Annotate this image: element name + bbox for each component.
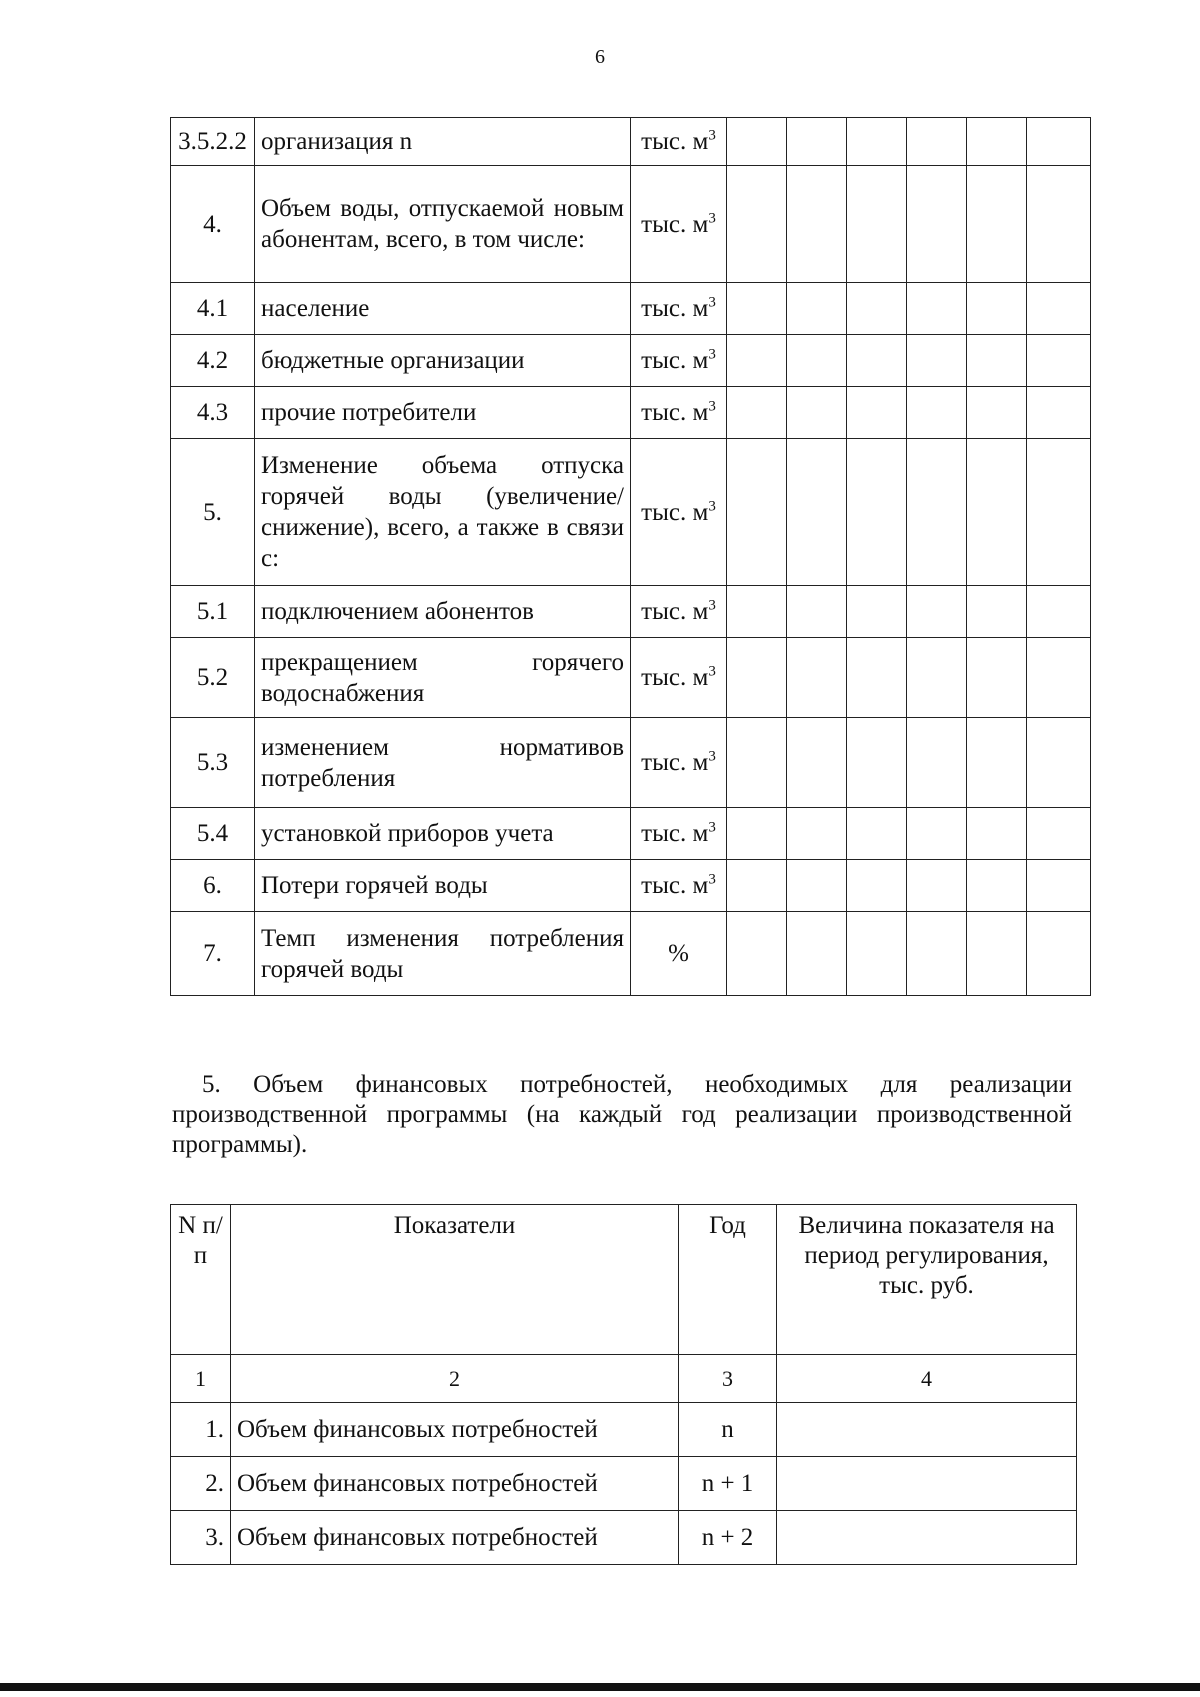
unit-exponent: 3 <box>708 871 716 888</box>
empty-value-cell <box>1027 912 1091 996</box>
unit-label: тыс. м <box>641 399 709 426</box>
empty-value-cell <box>847 860 907 912</box>
empty-value-cell <box>847 586 907 638</box>
row-year: n <box>679 1403 777 1457</box>
row-name: подключением абонентов <box>255 586 631 638</box>
index-cell: 1 <box>171 1355 231 1403</box>
empty-value-cell <box>727 283 787 335</box>
empty-value-cell <box>907 283 967 335</box>
table-row <box>171 1403 1077 1457</box>
empty-value-cell <box>787 439 847 586</box>
empty-value-cell <box>787 586 847 638</box>
row-unit <box>631 118 727 166</box>
empty-value-cell <box>847 912 907 996</box>
empty-value-cell <box>967 718 1027 808</box>
empty-value-cell <box>907 335 967 387</box>
row-unit <box>631 860 727 912</box>
empty-value-cell <box>847 283 907 335</box>
empty-value-cell <box>907 166 967 283</box>
unit-label: тыс. м <box>641 872 709 899</box>
empty-value-cell <box>907 860 967 912</box>
row-num: 2. <box>171 1457 231 1511</box>
empty-value-cell <box>967 638 1027 718</box>
unit-exponent: 3 <box>708 346 716 363</box>
empty-value-cell <box>787 808 847 860</box>
empty-value-cell <box>1027 808 1091 860</box>
row-num: 4. <box>171 166 255 283</box>
unit-exponent: 3 <box>708 748 716 765</box>
unit-label: тыс. м <box>641 295 709 322</box>
empty-value-cell <box>967 860 1027 912</box>
index-cell: 4 <box>777 1355 1077 1403</box>
table-row <box>171 638 1091 718</box>
empty-value-cell <box>1027 586 1091 638</box>
empty-value-cell <box>847 718 907 808</box>
empty-value-cell <box>967 283 1027 335</box>
empty-value-cell <box>727 638 787 718</box>
empty-value-cell <box>1027 439 1091 586</box>
row-name: население <box>255 283 631 335</box>
row-name: организация n <box>255 118 631 166</box>
row-num: 4.1 <box>171 283 255 335</box>
empty-value-cell <box>967 808 1027 860</box>
row-name: установкой приборов учета <box>255 808 631 860</box>
table-row <box>171 718 1091 808</box>
row-year: n + 2 <box>679 1511 777 1565</box>
empty-value-cell <box>727 718 787 808</box>
empty-value-cell <box>967 439 1027 586</box>
empty-value-cell <box>907 718 967 808</box>
unit-exponent: 3 <box>708 294 716 311</box>
empty-value-cell <box>967 118 1027 166</box>
table-row <box>171 860 1091 912</box>
row-num: 4.2 <box>171 335 255 387</box>
unit-exponent: 3 <box>708 663 716 680</box>
empty-value-cell <box>907 118 967 166</box>
table-row <box>171 586 1091 638</box>
empty-value-cell <box>787 387 847 439</box>
empty-value-cell <box>967 387 1027 439</box>
empty-value-cell <box>727 439 787 586</box>
row-value <box>777 1457 1077 1511</box>
table-row <box>171 912 1091 996</box>
row-value <box>777 1403 1077 1457</box>
row-unit <box>631 387 727 439</box>
row-num: 6. <box>171 860 255 912</box>
empty-value-cell <box>787 166 847 283</box>
row-num: 5. <box>171 439 255 586</box>
empty-value-cell <box>787 860 847 912</box>
empty-value-cell <box>907 586 967 638</box>
empty-value-cell <box>907 638 967 718</box>
empty-value-cell <box>847 166 907 283</box>
empty-value-cell <box>847 118 907 166</box>
row-unit <box>631 283 727 335</box>
empty-value-cell <box>787 638 847 718</box>
empty-value-cell <box>847 439 907 586</box>
bottom-rule <box>0 1683 1200 1691</box>
empty-value-cell <box>907 808 967 860</box>
unit-exponent: 3 <box>708 398 716 415</box>
empty-value-cell <box>847 638 907 718</box>
unit-label: тыс. м <box>641 820 709 847</box>
unit-label: тыс. м <box>641 664 709 691</box>
unit-exponent: 3 <box>708 597 716 614</box>
empty-value-cell <box>1027 718 1091 808</box>
unit-exponent: 3 <box>708 127 716 144</box>
financial-needs-table <box>170 1204 1077 1565</box>
table-row <box>171 387 1091 439</box>
empty-value-cell <box>727 118 787 166</box>
row-unit <box>631 718 727 808</box>
empty-value-cell <box>1027 387 1091 439</box>
empty-value-cell <box>967 586 1027 638</box>
unit-label: % <box>668 940 689 967</box>
table-row <box>171 335 1091 387</box>
empty-value-cell <box>727 586 787 638</box>
empty-value-cell <box>967 912 1027 996</box>
empty-value-cell <box>787 718 847 808</box>
row-name: Объем финансовых потребностей <box>231 1403 679 1457</box>
page-number: 6 <box>595 46 605 68</box>
row-name: прекращением горячего водоснабжения <box>255 638 631 718</box>
table-row <box>171 808 1091 860</box>
empty-value-cell <box>967 166 1027 283</box>
row-year: n + 1 <box>679 1457 777 1511</box>
section-5-paragraph: 5. Объем финансовых потребностей, необходимых для реализации производственной программы (на каждый год реализации производственной программы). <box>172 1071 1072 1158</box>
table-row <box>171 166 1091 283</box>
row-unit <box>631 912 727 996</box>
unit-exponent: 3 <box>708 819 716 836</box>
empty-value-cell <box>787 912 847 996</box>
row-name: Объем воды, отпускаемой новым абонентам, всего, в том числе: <box>255 166 631 283</box>
empty-value-cell <box>727 808 787 860</box>
unit-label: тыс. м <box>641 210 709 238</box>
empty-value-cell <box>1027 283 1091 335</box>
row-num: 1. <box>171 1403 231 1457</box>
row-unit <box>631 439 727 586</box>
row-num: 5.1 <box>171 586 255 638</box>
row-name: Темп изменения потребления горячей воды <box>255 912 631 996</box>
index-cell: 2 <box>231 1355 679 1403</box>
empty-value-cell <box>727 166 787 283</box>
row-num: 5.2 <box>171 638 255 718</box>
empty-value-cell <box>1027 166 1091 283</box>
row-value <box>777 1511 1077 1565</box>
unit-label: тыс. м <box>641 749 709 776</box>
row-name: прочие потребители <box>255 387 631 439</box>
row-num: 7. <box>171 912 255 996</box>
table-row <box>171 1457 1077 1511</box>
row-name: изменением нормативов потребления <box>255 718 631 808</box>
empty-value-cell <box>1027 638 1091 718</box>
index-cell: 3 <box>679 1355 777 1403</box>
empty-value-cell <box>967 335 1027 387</box>
empty-value-cell <box>907 912 967 996</box>
row-unit <box>631 586 727 638</box>
empty-value-cell <box>787 118 847 166</box>
row-num: 5.4 <box>171 808 255 860</box>
header-value: Величина показателя на период регулирования, тыс. руб. <box>777 1205 1077 1355</box>
unit-label: тыс. м <box>641 498 709 526</box>
empty-value-cell <box>727 912 787 996</box>
row-unit <box>631 335 727 387</box>
empty-value-cell <box>1027 335 1091 387</box>
row-name: Потери горячей воды <box>255 860 631 912</box>
empty-value-cell <box>847 335 907 387</box>
hot-water-volume-table <box>170 117 1091 996</box>
row-num: 5.3 <box>171 718 255 808</box>
table-row <box>171 1511 1077 1565</box>
empty-value-cell <box>727 387 787 439</box>
empty-value-cell <box>847 808 907 860</box>
row-unit <box>631 638 727 718</box>
row-unit <box>631 808 727 860</box>
empty-value-cell <box>1027 860 1091 912</box>
empty-value-cell <box>727 335 787 387</box>
row-num: 3. <box>171 1511 231 1565</box>
table-row <box>171 283 1091 335</box>
header-indicators: Показатели <box>231 1205 679 1355</box>
row-name: Объем финансовых потребностей <box>231 1511 679 1565</box>
table-row <box>171 118 1091 166</box>
row-unit <box>631 166 727 283</box>
empty-value-cell <box>907 387 967 439</box>
empty-value-cell <box>847 387 907 439</box>
row-num: 4.3 <box>171 387 255 439</box>
unit-exponent: 3 <box>708 210 716 227</box>
empty-value-cell <box>727 860 787 912</box>
row-name: Изменение объема отпуска горячей воды (увеличение/снижение), всего, а также в связи с: <box>255 439 631 586</box>
unit-label: тыс. м <box>641 347 709 374</box>
unit-exponent: 3 <box>708 498 716 515</box>
empty-value-cell <box>787 335 847 387</box>
empty-value-cell <box>1027 118 1091 166</box>
table-row <box>171 439 1091 586</box>
header-year: Год <box>679 1205 777 1355</box>
row-num: 3.5.2.2 <box>171 118 255 166</box>
unit-label: тыс. м <box>641 128 709 155</box>
header-num: N п/п <box>171 1205 231 1355</box>
empty-value-cell <box>787 283 847 335</box>
row-name: Объем финансовых потребностей <box>231 1457 679 1511</box>
row-name: бюджетные организации <box>255 335 631 387</box>
unit-label: тыс. м <box>641 598 709 625</box>
empty-value-cell <box>907 439 967 586</box>
